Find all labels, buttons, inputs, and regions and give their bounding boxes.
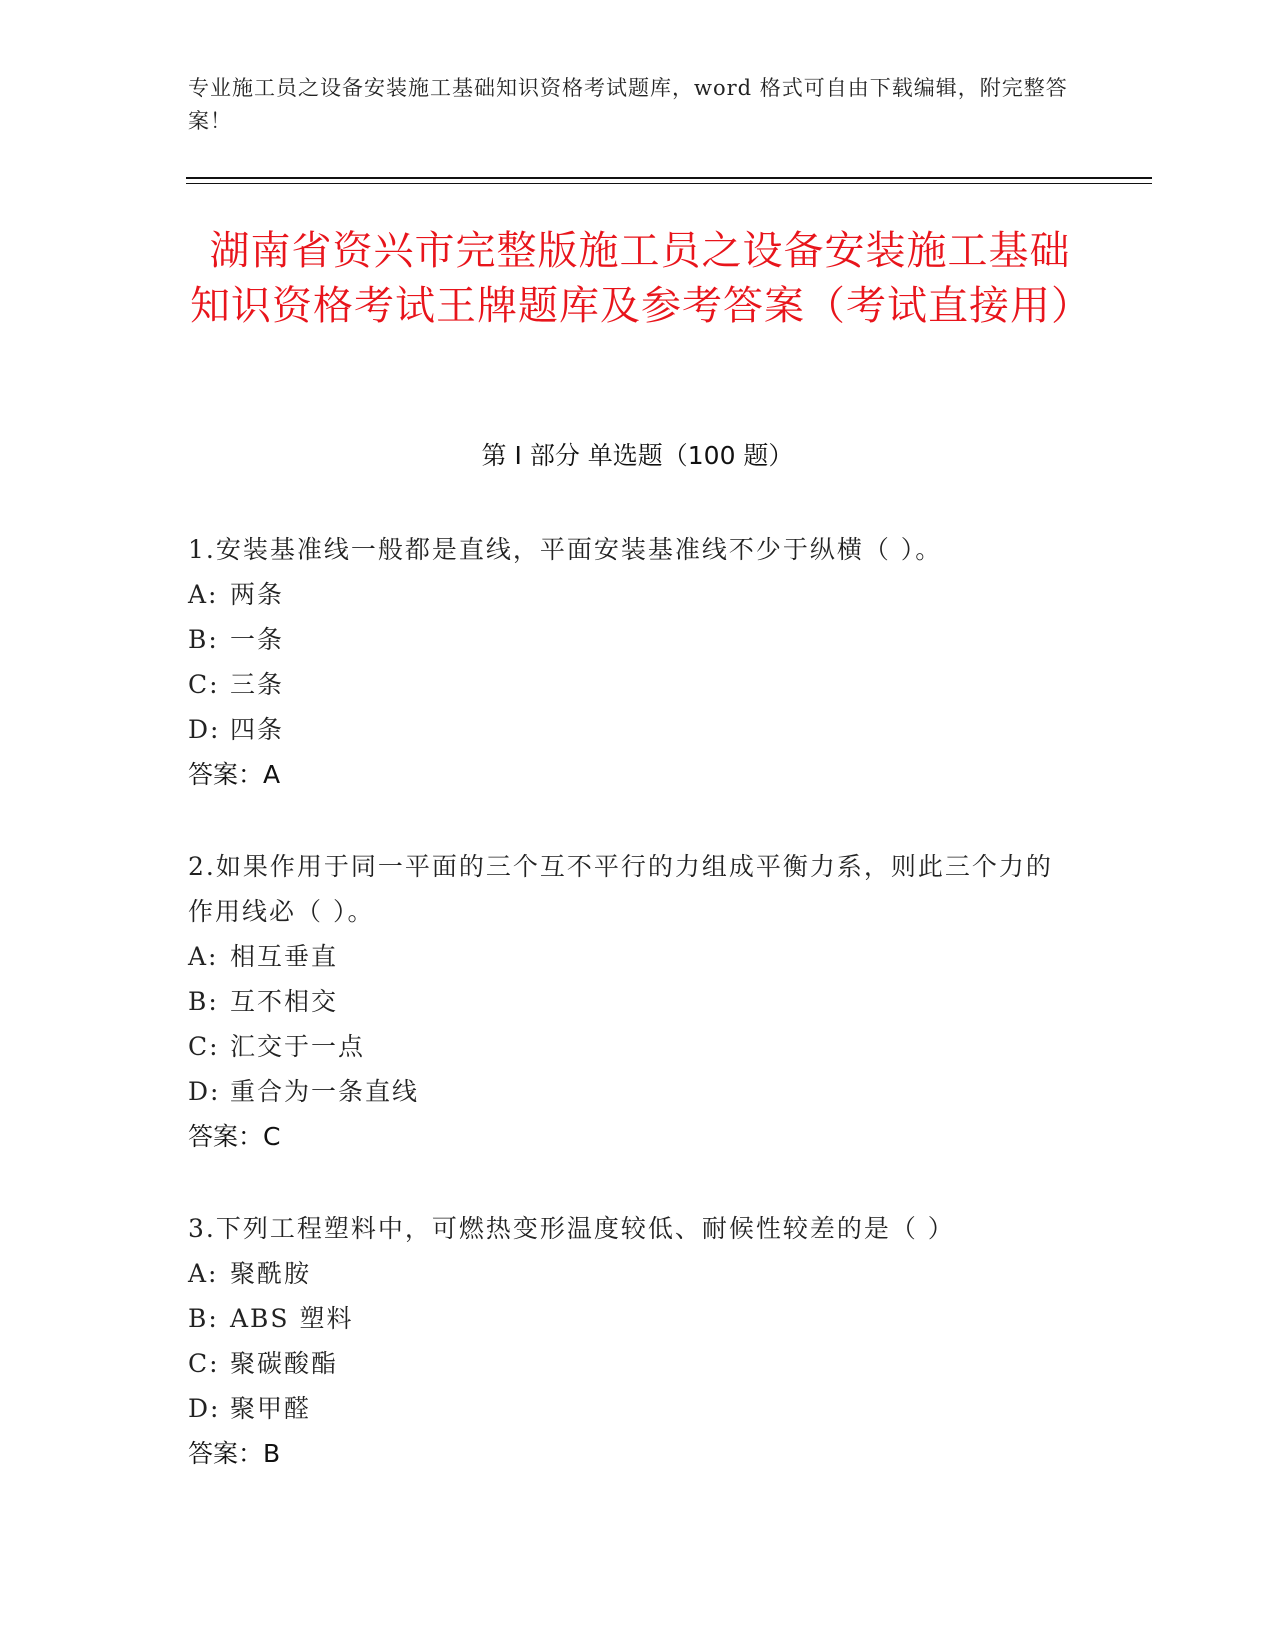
- option-d: [188, 1069, 1068, 1114]
- option-letter: A:: [188, 942, 219, 971]
- option-text: 聚酰胺: [230, 1259, 312, 1288]
- option-letter: A:: [188, 580, 219, 609]
- option-a: [188, 934, 1068, 979]
- option-b: [188, 1296, 1068, 1341]
- question-3: [188, 1206, 1068, 1476]
- question-stem: 3.下列工程塑料中，可燃热变形温度较低、耐候性较差的是（ ）: [188, 1214, 955, 1243]
- option-letter: D:: [188, 1077, 221, 1106]
- answer-line: [188, 752, 1068, 797]
- option-text: 互不相交: [230, 987, 339, 1016]
- option-text: 聚碳酸酯: [230, 1349, 339, 1378]
- option-d: [188, 1386, 1068, 1431]
- header-rule-thick: [186, 177, 1152, 179]
- option-c: [188, 662, 1068, 707]
- answer-value: C: [263, 1122, 281, 1151]
- answer-line: [188, 1431, 1068, 1476]
- document-title: 湖南省资兴市完整版施工员之设备安装施工基础知识资格考试王牌题库及参考答案（考试直接用）: [190, 228, 1092, 329]
- answer-label: 答案：: [188, 1439, 264, 1468]
- option-text: 两条: [230, 580, 285, 609]
- option-b: [188, 617, 1068, 662]
- question-1: [188, 527, 1068, 797]
- option-letter: B:: [188, 987, 219, 1016]
- option-letter: D:: [188, 715, 221, 744]
- option-letter: C:: [188, 1032, 220, 1061]
- option-letter: D:: [188, 1394, 221, 1423]
- option-letter: C:: [188, 1349, 220, 1378]
- header-rule-thin: [186, 183, 1152, 184]
- option-b: [188, 979, 1068, 1024]
- option-text: 相互垂直: [230, 942, 339, 971]
- answer-value: A: [263, 760, 281, 789]
- section-heading: 第 I 部分 单选题（100 题）: [481, 441, 794, 470]
- option-text: 重合为一条直线: [230, 1077, 420, 1106]
- option-letter: C:: [188, 670, 220, 699]
- question-stem: 1.安装基准线一般都是直线，平面安装基准线不少于纵横（ ）。: [188, 535, 943, 564]
- answer-line: [188, 1114, 1068, 1159]
- question-stem: 2.如果作用于同一平面的三个互不平行的力组成平衡力系，则此三个力的作用线必（ ）。: [188, 852, 1053, 926]
- answer-label: 答案：: [188, 760, 264, 789]
- header-note: 专业施工员之设备安装施工基础知识资格考试题库，word 格式可自由下载编辑，附完整答案！: [188, 76, 1068, 133]
- option-letter: A:: [188, 1259, 219, 1288]
- answer-label: 答案：: [188, 1122, 264, 1151]
- option-c: [188, 1341, 1068, 1386]
- answer-value: B: [263, 1439, 281, 1468]
- question-2: [188, 844, 1068, 1159]
- option-text: 汇交于一点: [230, 1032, 366, 1061]
- option-c: [188, 1024, 1068, 1069]
- option-text: 三条: [230, 670, 285, 699]
- option-text: 聚甲醛: [230, 1394, 312, 1423]
- option-letter: B:: [188, 1304, 219, 1333]
- option-a: [188, 1251, 1068, 1296]
- option-d: [188, 707, 1068, 752]
- option-text: 一条: [230, 625, 285, 654]
- option-text: ABS 塑料: [230, 1304, 354, 1333]
- option-text: 四条: [230, 715, 285, 744]
- option-letter: B:: [188, 625, 219, 654]
- option-a: [188, 572, 1068, 617]
